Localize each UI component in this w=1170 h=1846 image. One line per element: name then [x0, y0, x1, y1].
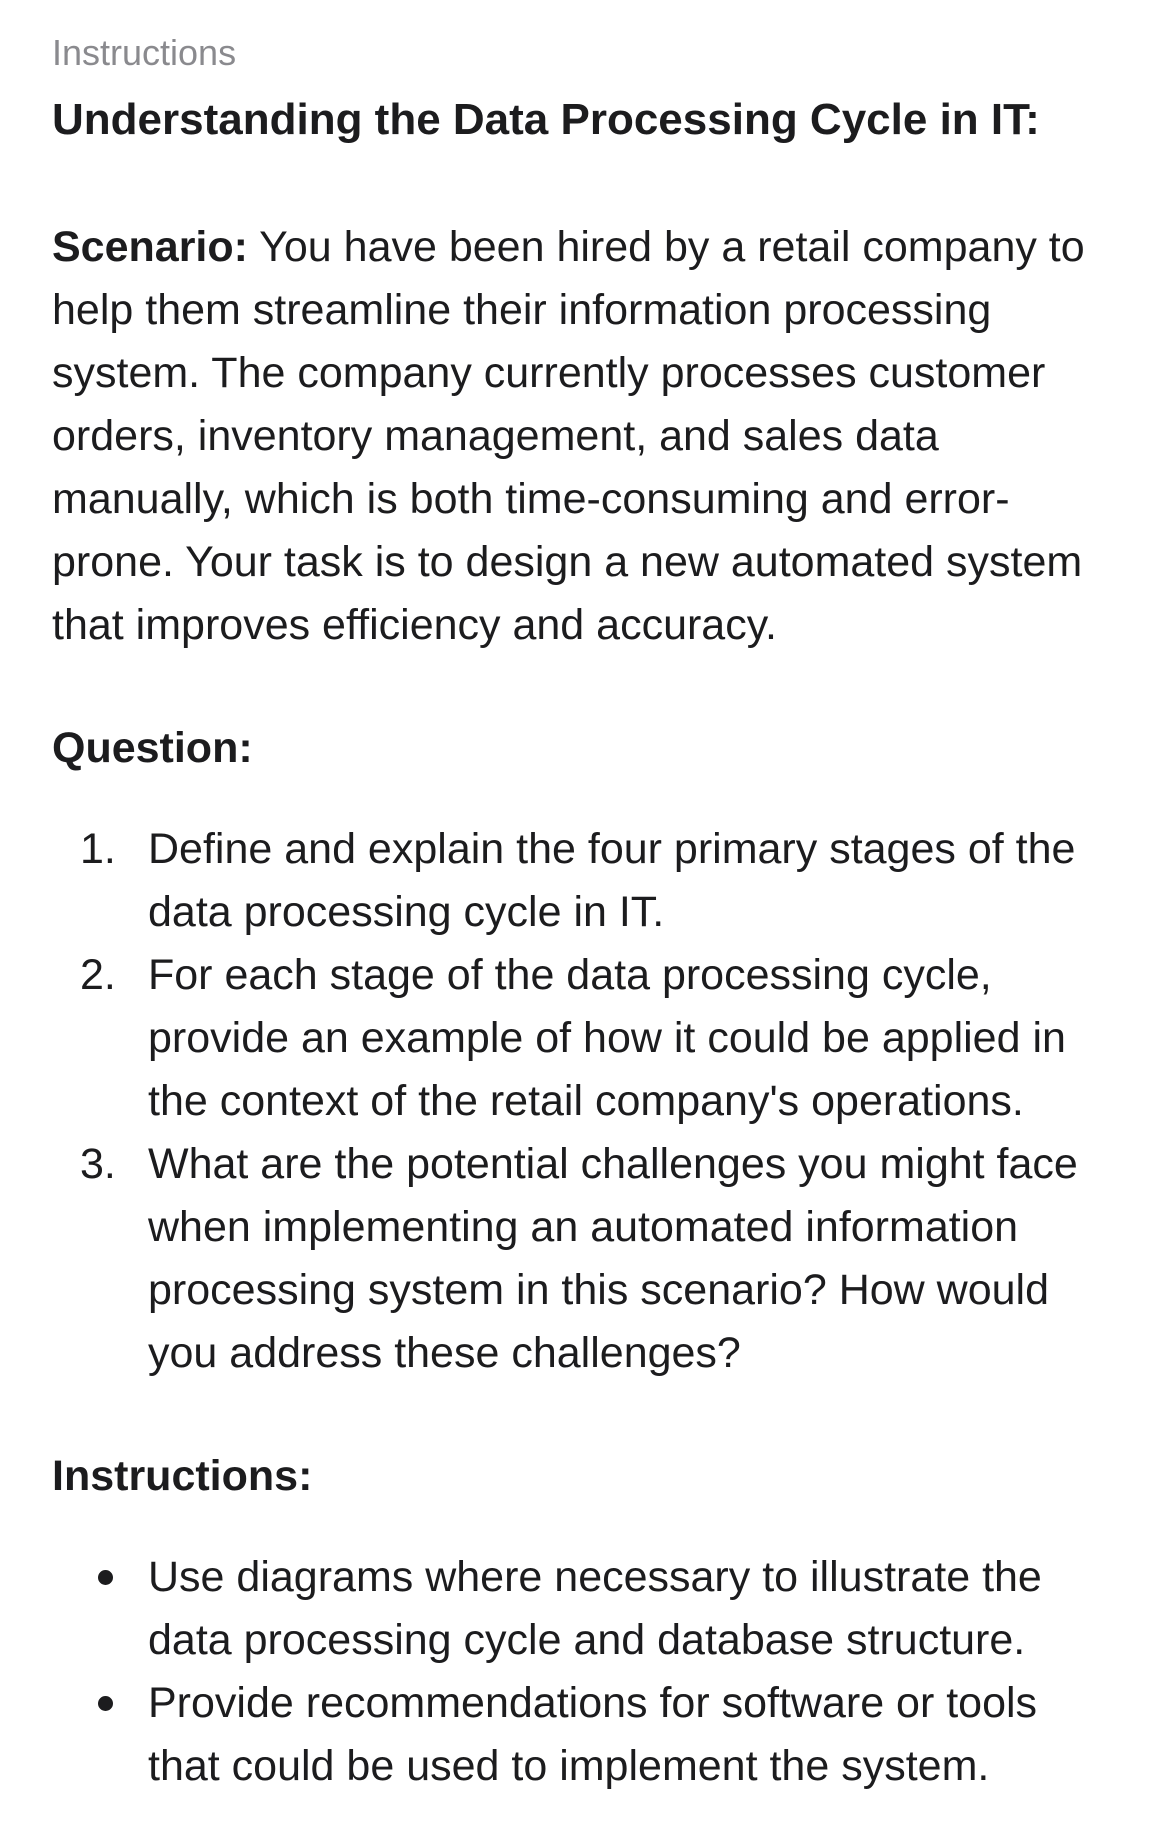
scenario-paragraph [52, 216, 1120, 657]
list-item-text: For each stage of the data processing cycle, provide an example of how it could be applied in the context of the retail company's operations. [148, 951, 1066, 1125]
bullet-item [52, 1546, 1120, 1672]
question-list [52, 818, 1120, 1385]
list-item [52, 818, 1120, 944]
instructions-heading: Instructions: [52, 1452, 313, 1500]
scenario-text: You have been hired by a retail company to help them streamline their information processing system. The company currently processes customer orders, inventory management, and sales data manually, which is both time-consuming and error-prone. Your task is to design a new automated system that improves efficiency and accuracy. [52, 223, 1085, 649]
bullet-icon [98, 1696, 113, 1711]
bullet-icon [98, 1570, 113, 1585]
scenario-lead: Scenario: [52, 223, 248, 271]
section-label: Instructions [52, 32, 237, 73]
list-item [52, 944, 1120, 1133]
list-item [52, 1133, 1120, 1385]
bullet-item-text: Use diagrams where necessary to illustrate the data processing cycle and database structure. [148, 1553, 1042, 1664]
list-item-number: 1. [80, 825, 116, 873]
instructions-list [52, 1546, 1120, 1798]
list-item-number: 2. [80, 951, 116, 999]
list-item-text: What are the potential challenges you might face when implementing an automated information processing system in this scenario? How would you address these challenges? [148, 1140, 1078, 1377]
question-heading: Question: [52, 724, 253, 772]
list-item-number: 3. [80, 1140, 116, 1188]
list-item-text: Define and explain the four primary stages of the data processing cycle in IT. [148, 825, 1076, 936]
bullet-item [52, 1672, 1120, 1798]
bullet-item-text: Provide recommendations for software or tools that could be used to implement the system. [148, 1679, 1038, 1790]
page-title: Understanding the Data Processing Cycle in IT: [52, 95, 1040, 144]
